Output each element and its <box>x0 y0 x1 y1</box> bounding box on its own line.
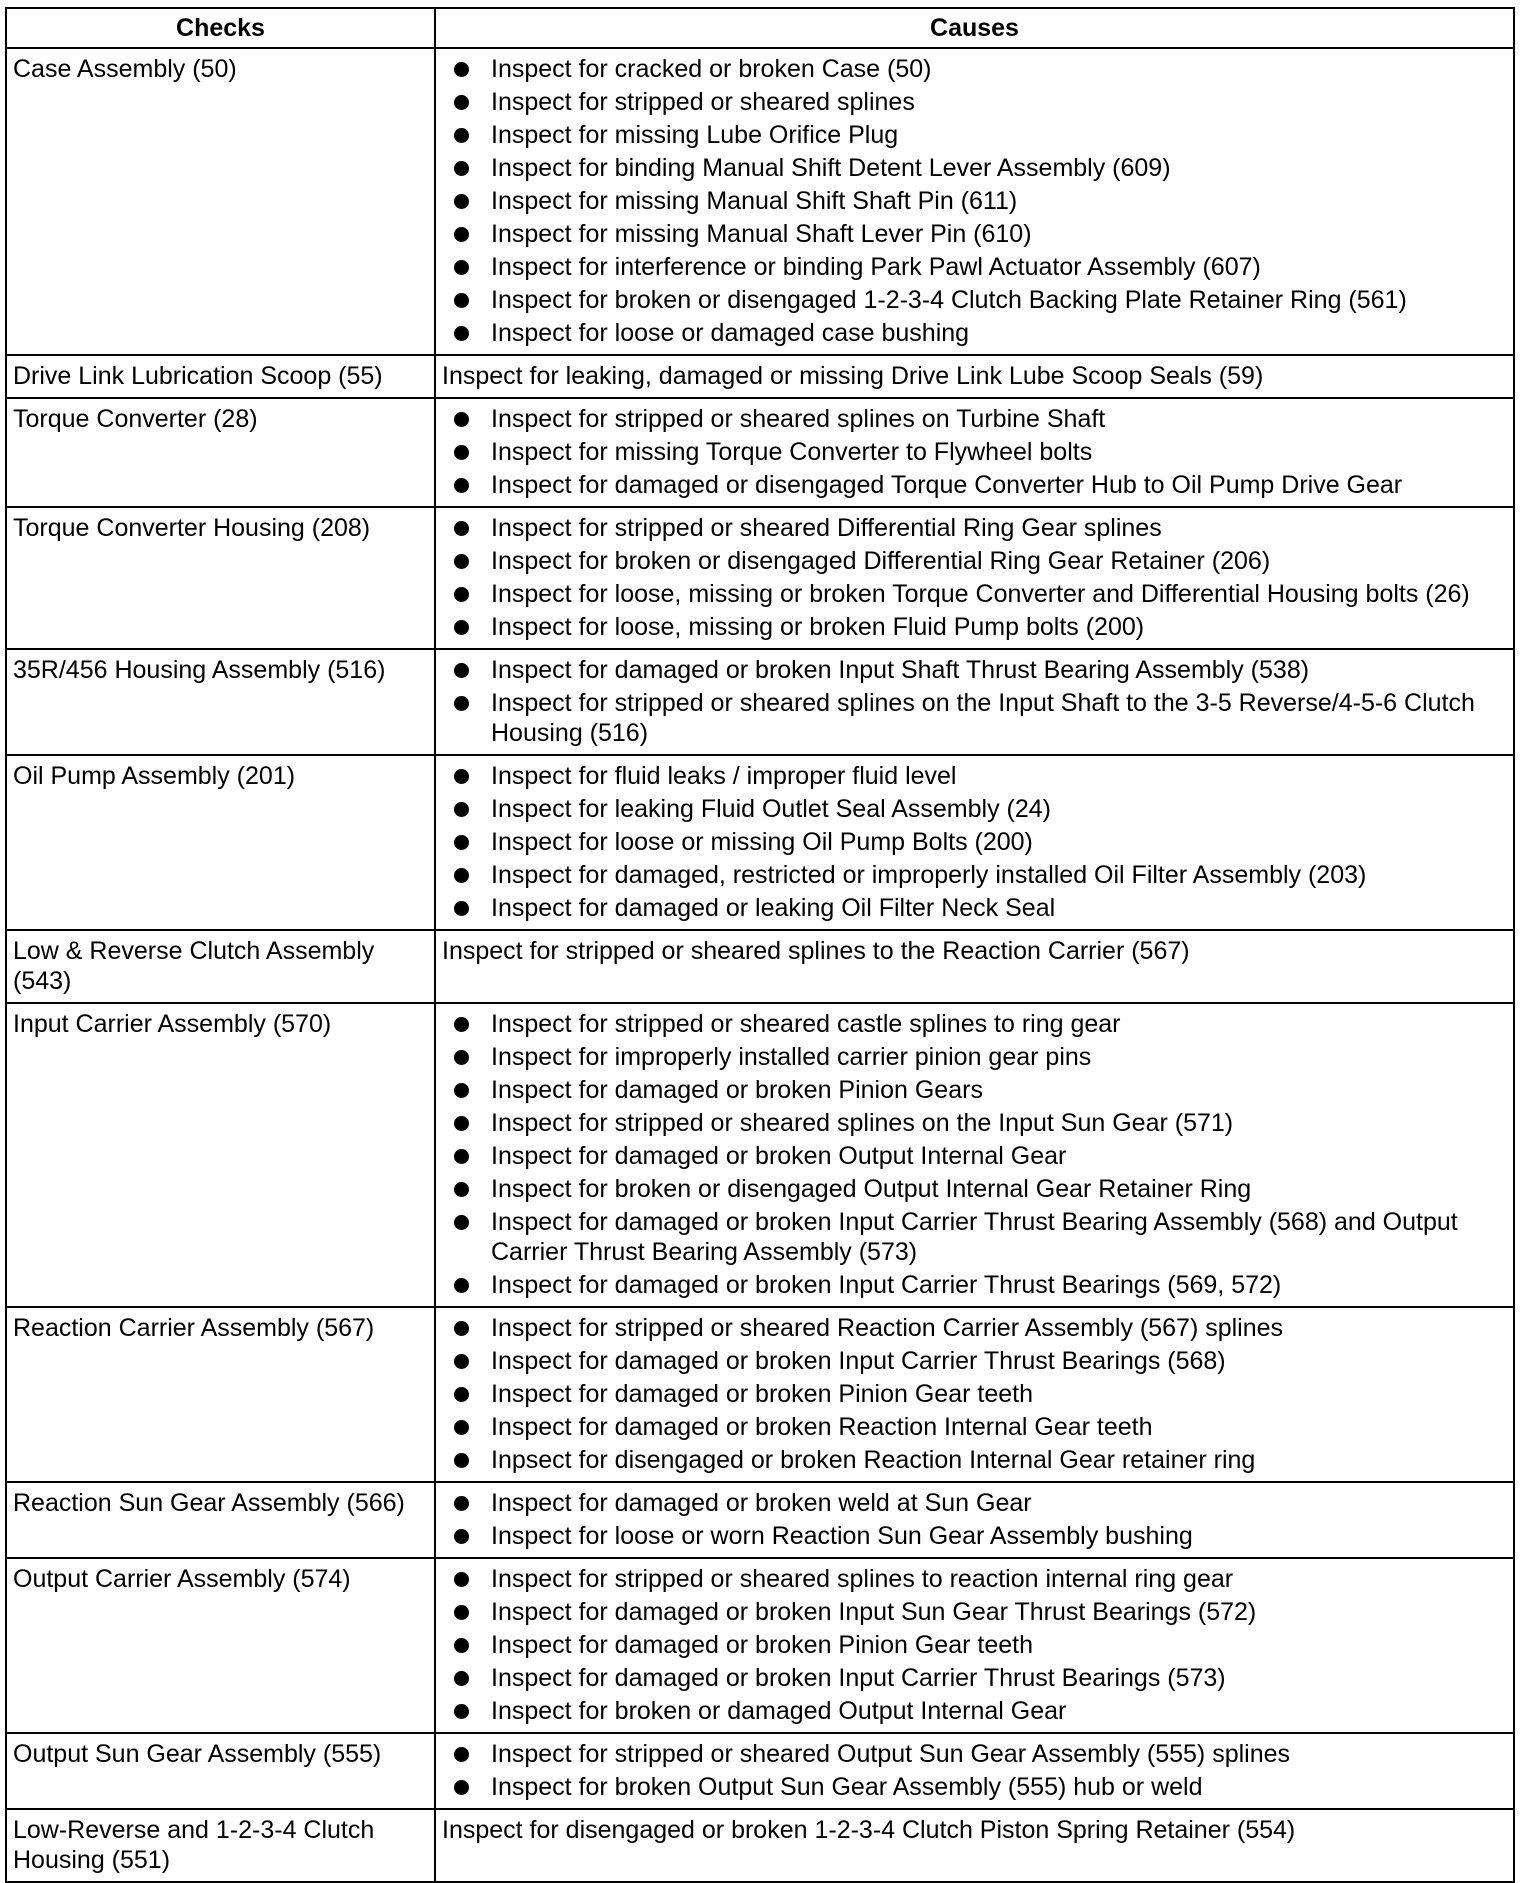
check-cell: Oil Pump Assembly (201) <box>6 755 435 930</box>
table-row <box>6 1809 1514 1882</box>
cause-text: Inspect for damaged or broken Output Internal Gear <box>491 1142 1067 1170</box>
bullet-icon <box>454 1420 469 1435</box>
bullet-icon <box>454 62 469 77</box>
cause-item <box>442 1564 1507 1594</box>
cause-text: Inspect for missing Lube Orifice Plug <box>491 121 899 149</box>
bullet-icon <box>454 868 469 883</box>
bullet-icon <box>454 1354 469 1369</box>
table-row <box>6 649 1514 755</box>
cause-text: Inspect for damaged or broken Input Carrier Thrust Bearings (573) <box>491 1664 1226 1692</box>
bullet-icon <box>454 1638 469 1653</box>
table-row <box>6 1003 1514 1307</box>
cause-item <box>442 87 1507 117</box>
cause-text: Inspect for loose, missing or broken Fluid Pump bolts (200) <box>491 613 1145 641</box>
cause-list <box>442 761 1507 923</box>
cause-item <box>442 1630 1507 1660</box>
checks-causes-table <box>5 7 1515 1883</box>
cause-item <box>442 1445 1507 1475</box>
cause-text: Inpsect for disengaged or broken Reaction Internal Gear retainer ring <box>491 1446 1256 1474</box>
table-row <box>6 1307 1514 1482</box>
causes-cell <box>435 1307 1514 1482</box>
check-cell: Case Assembly (50) <box>6 48 435 355</box>
cause-text: Inspect for stripped or sheared Differential Ring Gear splines <box>491 514 1162 542</box>
cause-text: Inspect for damaged or broken Pinion Gear teeth <box>491 1380 1033 1408</box>
cause-item <box>442 318 1507 348</box>
cause-item <box>442 827 1507 857</box>
causes-cell <box>435 1809 1514 1882</box>
cause-item <box>442 1488 1507 1518</box>
cause-text: Inspect for damaged or broken Pinion Gears <box>491 1076 983 1104</box>
cause-text: Inspect for damaged or broken Input Carrier Thrust Bearing Assembly (568) and Output Carrier Thrust Bearing Assembly (573) <box>491 1208 1458 1266</box>
bullet-icon <box>454 1149 469 1164</box>
cause-item <box>442 153 1507 183</box>
bullet-icon <box>454 554 469 569</box>
bullet-icon <box>454 478 469 493</box>
bullet-icon <box>454 1780 469 1795</box>
bullet-icon <box>454 1182 469 1197</box>
cause-item <box>442 688 1507 748</box>
bullet-icon <box>454 696 469 711</box>
check-cell: Low-Reverse and 1-2-3-4 Clutch Housing (551) <box>6 1809 435 1882</box>
cause-text: Inspect for loose, missing or broken Torque Converter and Differential Housing bolts (26) <box>491 580 1470 608</box>
cause-text: Inspect for broken or disengaged Output Internal Gear Retainer Ring <box>491 1175 1252 1203</box>
causes-cell <box>435 1482 1514 1558</box>
cause-item <box>442 120 1507 150</box>
cause-text: Inspect for damaged or broken Input Sun Gear Thrust Bearings (572) <box>491 1598 1257 1626</box>
check-cell: Reaction Carrier Assembly (567) <box>6 1307 435 1482</box>
cause-text: Inspect for damaged or broken weld at Sun Gear <box>491 1489 1032 1517</box>
cause-list <box>442 655 1507 748</box>
cause-text: Inspect for damaged or broken Pinion Gear teeth <box>491 1631 1033 1659</box>
table-header <box>6 8 1514 48</box>
bullet-icon <box>454 128 469 143</box>
table-body <box>6 48 1514 1882</box>
cause-item <box>442 893 1507 923</box>
cause-text: Inspect for broken or disengaged Differential Ring Gear Retainer (206) <box>491 547 1271 575</box>
cause-text: Inspect for stripped or sheared splines to the Reaction Carrier (567) <box>442 937 1190 965</box>
check-cell: Output Carrier Assembly (574) <box>6 1558 435 1733</box>
cause-item <box>442 794 1507 824</box>
bullet-icon <box>454 227 469 242</box>
cause-text: Inspect for leaking, damaged or missing Drive Link Lube Scoop Seals (59) <box>442 362 1264 390</box>
cause-item <box>442 860 1507 890</box>
bullet-icon <box>454 1387 469 1402</box>
bullet-icon <box>454 802 469 817</box>
cause-text: Inspect for loose or missing Oil Pump Bolts (200) <box>491 828 1033 856</box>
bullet-icon <box>454 1529 469 1544</box>
cause-item <box>442 513 1507 543</box>
bullet-icon <box>454 1215 469 1230</box>
bullet-icon <box>454 1704 469 1719</box>
table-row <box>6 930 1514 1003</box>
cause-text: Inspect for missing Manual Shift Shaft Pin (611) <box>491 187 1018 215</box>
bullet-icon <box>454 1671 469 1686</box>
check-cell: Output Sun Gear Assembly (555) <box>6 1733 435 1809</box>
cause-text: Inspect for interference or binding Park Pawl Actuator Assembly (607) <box>491 253 1261 281</box>
header-row <box>6 8 1514 48</box>
bullet-icon <box>454 1083 469 1098</box>
causes-cell <box>435 48 1514 355</box>
cause-item <box>442 1270 1507 1300</box>
cause-item <box>442 655 1507 685</box>
bullet-icon <box>454 663 469 678</box>
cause-text: Inspect for damaged, restricted or improperly installed Oil Filter Assembly (203) <box>491 861 1367 889</box>
cause-item <box>442 1412 1507 1442</box>
bullet-icon <box>454 161 469 176</box>
bullet-icon <box>454 521 469 536</box>
causes-cell <box>435 398 1514 507</box>
cause-item <box>442 437 1507 467</box>
causes-column-header: Causes <box>435 8 1514 48</box>
cause-text: Inspect for stripped or sheared splines to reaction internal ring gear <box>491 1565 1234 1593</box>
cause-text: Inspect for missing Torque Converter to Flywheel bolts <box>491 438 1093 466</box>
table-row <box>6 507 1514 649</box>
cause-item <box>442 546 1507 576</box>
cause-item <box>442 1042 1507 1072</box>
bullet-icon <box>454 1572 469 1587</box>
cause-item <box>442 470 1507 500</box>
bullet-icon <box>454 293 469 308</box>
causes-cell <box>435 1733 1514 1809</box>
cause-list <box>442 1009 1507 1300</box>
cause-text: Inspect for stripped or sheared Reaction Carrier Assembly (567) splines <box>491 1314 1284 1342</box>
cause-item <box>442 219 1507 249</box>
cause-text: Inspect for stripped or sheared splines <box>491 88 915 116</box>
cause-item <box>442 1108 1507 1138</box>
cause-list <box>442 54 1507 348</box>
bullet-icon <box>454 95 469 110</box>
cause-item <box>442 1009 1507 1039</box>
cause-text: Inspect for damaged or disengaged Torque Converter Hub to Oil Pump Drive Gear <box>491 471 1403 499</box>
cause-item <box>442 285 1507 315</box>
cause-list <box>442 1488 1507 1551</box>
cause-list <box>442 404 1507 500</box>
cause-item <box>442 761 1507 791</box>
check-cell: Reaction Sun Gear Assembly (566) <box>6 1482 435 1558</box>
cause-text: Inspect for stripped or sheared castle splines to ring gear <box>491 1010 1121 1038</box>
bullet-icon <box>454 769 469 784</box>
bullet-icon <box>454 194 469 209</box>
cause-text: Inspect for broken or damaged Output Internal Gear <box>491 1697 1067 1725</box>
cause-text: Inspect for damaged or broken Input Shaft Thrust Bearing Assembly (538) <box>491 656 1310 684</box>
bullet-icon <box>454 901 469 916</box>
cause-item <box>442 252 1507 282</box>
bullet-icon <box>454 835 469 850</box>
causes-cell <box>435 755 1514 930</box>
check-cell: 35R/456 Housing Assembly (516) <box>6 649 435 755</box>
cause-item <box>442 579 1507 609</box>
bullet-icon <box>454 620 469 635</box>
check-cell: Torque Converter Housing (208) <box>6 507 435 649</box>
cause-item <box>442 1772 1507 1802</box>
cause-text: Inspect for stripped or sheared splines on the Input Sun Gear (571) <box>491 1109 1234 1137</box>
cause-item <box>442 1663 1507 1693</box>
cause-item <box>442 1075 1507 1105</box>
bullet-icon <box>454 1278 469 1293</box>
bullet-icon <box>454 412 469 427</box>
causes-cell <box>435 1558 1514 1733</box>
bullet-icon <box>454 587 469 602</box>
causes-cell <box>435 355 1514 398</box>
cause-text: Inspect for leaking Fluid Outlet Seal Assembly (24) <box>491 795 1051 823</box>
cause-text: Inspect for stripped or sheared splines on the Input Shaft to the 3-5 Reverse/4-5-6 Clutch Housing (516) <box>491 689 1475 747</box>
checks-column-header: Checks <box>6 8 435 48</box>
cause-text: Inspect for loose or damaged case bushing <box>491 319 970 347</box>
table-row <box>6 1733 1514 1809</box>
table-row <box>6 398 1514 507</box>
cause-text: Inspect for loose or worn Reaction Sun Gear Assembly bushing <box>491 1522 1193 1550</box>
table-row <box>6 355 1514 398</box>
cause-item <box>442 1346 1507 1376</box>
cause-item <box>442 612 1507 642</box>
table-row <box>6 1558 1514 1733</box>
cause-text: Inspect for damaged or broken Input Carrier Thrust Bearings (569, 572) <box>491 1271 1282 1299</box>
bullet-icon <box>454 1116 469 1131</box>
check-cell: Drive Link Lubrication Scoop (55) <box>6 355 435 398</box>
bullet-icon <box>454 1496 469 1511</box>
cause-text: Inspect for damaged or broken Reaction Internal Gear teeth <box>491 1413 1153 1441</box>
bullet-icon <box>454 1605 469 1620</box>
cause-text: Inspect for stripped or sheared splines on Turbine Shaft <box>491 405 1106 433</box>
cause-item <box>442 1379 1507 1409</box>
cause-text: Inspect for cracked or broken Case (50) <box>491 55 932 83</box>
causes-cell <box>435 507 1514 649</box>
check-cell: Torque Converter (28) <box>6 398 435 507</box>
cause-item <box>442 1174 1507 1204</box>
cause-text: Inspect for broken Output Sun Gear Assembly (555) hub or weld <box>491 1773 1203 1801</box>
cause-text: Inspect for improperly installed carrier pinion gear pins <box>491 1043 1092 1071</box>
cause-item <box>442 186 1507 216</box>
cause-item <box>442 1521 1507 1551</box>
cause-item <box>442 404 1507 434</box>
causes-cell <box>435 649 1514 755</box>
cause-list <box>442 1739 1507 1802</box>
cause-text: Inspect for stripped or sheared Output Sun Gear Assembly (555) splines <box>491 1740 1291 1768</box>
table-row <box>6 48 1514 355</box>
table-row <box>6 755 1514 930</box>
cause-text: Inspect for damaged or broken Input Carrier Thrust Bearings (568) <box>491 1347 1226 1375</box>
bullet-icon <box>454 1050 469 1065</box>
cause-text: Inspect for broken or disengaged 1-2-3-4 Clutch Backing Plate Retainer Ring (561) <box>491 286 1407 314</box>
cause-list <box>442 513 1507 642</box>
bullet-icon <box>454 1747 469 1762</box>
causes-cell <box>435 930 1514 1003</box>
cause-item <box>442 1597 1507 1627</box>
cause-item <box>442 1739 1507 1769</box>
cause-text: Inspect for binding Manual Shift Detent Lever Assembly (609) <box>491 154 1171 182</box>
causes-cell <box>435 1003 1514 1307</box>
cause-list <box>442 1564 1507 1726</box>
bullet-icon <box>454 1017 469 1032</box>
cause-text: Inspect for disengaged or broken 1-2-3-4 Clutch Piston Spring Retainer (554) <box>442 1816 1296 1844</box>
cause-text: Inspect for damaged or leaking Oil Filter Neck Seal <box>491 894 1056 922</box>
cause-text: Inspect for fluid leaks / improper fluid level <box>491 762 957 790</box>
cause-item <box>442 1141 1507 1171</box>
check-cell: Input Carrier Assembly (570) <box>6 1003 435 1307</box>
bullet-icon <box>454 260 469 275</box>
cause-item <box>442 1696 1507 1726</box>
table-row <box>6 1482 1514 1558</box>
bullet-icon <box>454 326 469 341</box>
check-cell: Low & Reverse Clutch Assembly (543) <box>6 930 435 1003</box>
cause-item <box>442 1207 1507 1267</box>
cause-list <box>442 1313 1507 1475</box>
cause-item <box>442 1313 1507 1343</box>
bullet-icon <box>454 1453 469 1468</box>
cause-text: Inspect for missing Manual Shaft Lever Pin (610) <box>491 220 1032 248</box>
bullet-icon <box>454 445 469 460</box>
cause-item <box>442 54 1507 84</box>
bullet-icon <box>454 1321 469 1336</box>
